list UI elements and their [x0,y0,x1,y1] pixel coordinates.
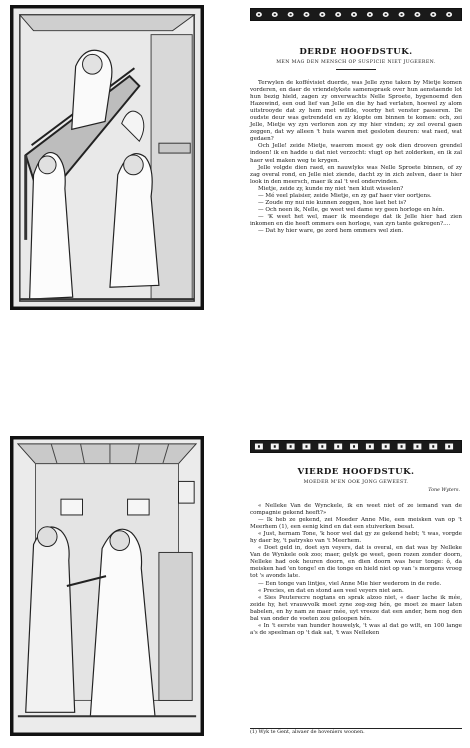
chapter-4-ornament-pattern [251,441,461,452]
chapter-3-paragraph: — Mé veel plaisier, zeide Mietje, en zy gaf haer vier oortjens. [258,192,432,199]
chapter-3-ornament-pattern [251,9,461,20]
chapter-4-paragraph: « Nelleke Van de Wynckele, ik en weet niet of ze iemand van de compagnie gekend heeft?» [250,503,462,517]
chapter-3-paragraph: — 'K weet het wel, maer ik meendege dat ik Jelle hier had zien inkomen en die heeft ommers een horloge, van zyn tante gekregen?.... [250,213,462,227]
chapter-4-body [250,503,462,637]
illustration-staircase [10,5,204,310]
chapter-3-paragraph: Jelle volgde dien raed, en nauwlyks was Nelle Sproete binnen, of zy zag overal rond, en Jelle niet ziende, dacht zy in zich zelven, daer is hier look in den meersch, maer ik zal 't wel ondervinden. [250,164,462,185]
chapter-4 [250,440,462,637]
chapter-3-ornament [250,8,462,21]
chapter-4-paragraph: « Doet geld in, doet syn veyers, dat is overal, en dat was by Nelleke Van de Wynkele ook zoo; maer, gelyk ge weet, geen rozen zonder doorn, Nelleke had ook heuren doorn, en dien doorn was heur tonge: ô, da meisken had 'en tonge! en die tonge en hield niet op van 's morgens vroeg tot 's avonds late. [250,545,462,580]
chapter-3-title: DERDE HOOFDSTUK. [299,47,413,57]
illustration-kitchen [10,436,204,736]
chapter-3-body [250,80,462,235]
chapter-3-rule [336,69,376,70]
chapter-3-paragraph: Mietje, zeide zy, kunde my niet 'nen kluit wisselen? [258,185,404,192]
chapter-3-paragraph: — Och neen ik, Nelle, ge weet wel dame wy geen horloge en hén. [258,206,445,213]
chapter-3-paragraph: Och Jelle! zeide Mietje, waerom moest gy ook dien drooven grendel indoen! ik en hadde u dat niet verzocht: vlugt op het zolderken, en ik zal haer wel maken weg te krygen. [250,143,462,164]
chapter-4-ornament [250,440,462,453]
chapter-4-paragraph: « Just, hernam Tone, 'k hoor wel dat gy ze gekend hebt; 't was, vorgde hy daer by, 't patrysko van 't Meerhem. [250,531,462,545]
illustration-staircase-drawing [12,7,202,308]
chapter-3-paragraph: — Dat hy hier ware, ge zord hem ommers wel zien. [258,227,404,234]
chapter-3-paragraph: Terwylen de koffévisiet duerde, was Jelle zyne taken by Mietje komen vorderen, en daer de vriendelykste samenspraek over hun aenstaende lot hun bezig hield, zagen zy onverwachts Nelle Sproete, bygenoemd den Hazewind, een oud lief van Jelle en die hy had verlaten, hoewel zy alom uitstrooyde dat zy hem met willde, voorby het venster passeren. De oudste deur was getrendeld en zy klopte om binnen te komen: och, zei Jelle, Mietje wy zyn verloren zon zy my hier vinden; zy zel overal gaen zeggen, dat wy alleen 't huis waren met gesloten deuren: wat raed, wat gedaen? [250,80,462,143]
chapter-3-subtitle: MEN MAG DEN MENSCH OP SUSPICIE NIET JUGEEREN. [276,60,436,65]
chapter-4-paragraph: — Een tonge van lintjes, viel Anne Mie hier wederom in de rede. [258,580,442,587]
chapter-4-title: VIERDE HOOFDSTUK. [297,467,415,477]
footnote: (1) Wyk te Gent, alwaer de hoveniers woonen. [250,729,365,735]
chapter-4-byline: Tone Wyters. [428,488,460,493]
chapter-4-paragraph: — Ik heb ze gekend, zei Moeder Anne Mie, een meisken van op 't Meerhem (1), een eenig kind en dat een stuiverken besat. [250,517,462,531]
chapter-3-paragraph: — Zoude my nui nie kunnen zeggen, hoe laet het is? [258,199,407,206]
illustration-kitchen-drawing [12,438,202,734]
chapter-4-subtitle: MOEDER M'EN OOK JONG GEWEEST. [303,480,409,485]
chapter-4-paragraph: « Precies, en dat en stond aen veel veyers niet aen. [258,587,404,594]
chapter-3 [250,8,462,235]
chapter-4-paragraph: « In 't eerste van hunder houwelyk, 't was al dat go wilt, en 100 lange a's de speelman op 't dak sat, 't was Nelleken [250,622,462,636]
footnote-block [250,728,462,735]
chapter-4-paragraph: « Sies Peuterecre nogtans en sprak alzoo niet, « daer lache ik mée, zeide hy, het vrauwvolk moet zyne zeg-zeg hén, ge moet ze maer laten babelen, en hy nam ze maer mée, uyt vreeze dat een ander, hem nog den bal van onder de voeten zou geloopen hén. [250,594,462,622]
